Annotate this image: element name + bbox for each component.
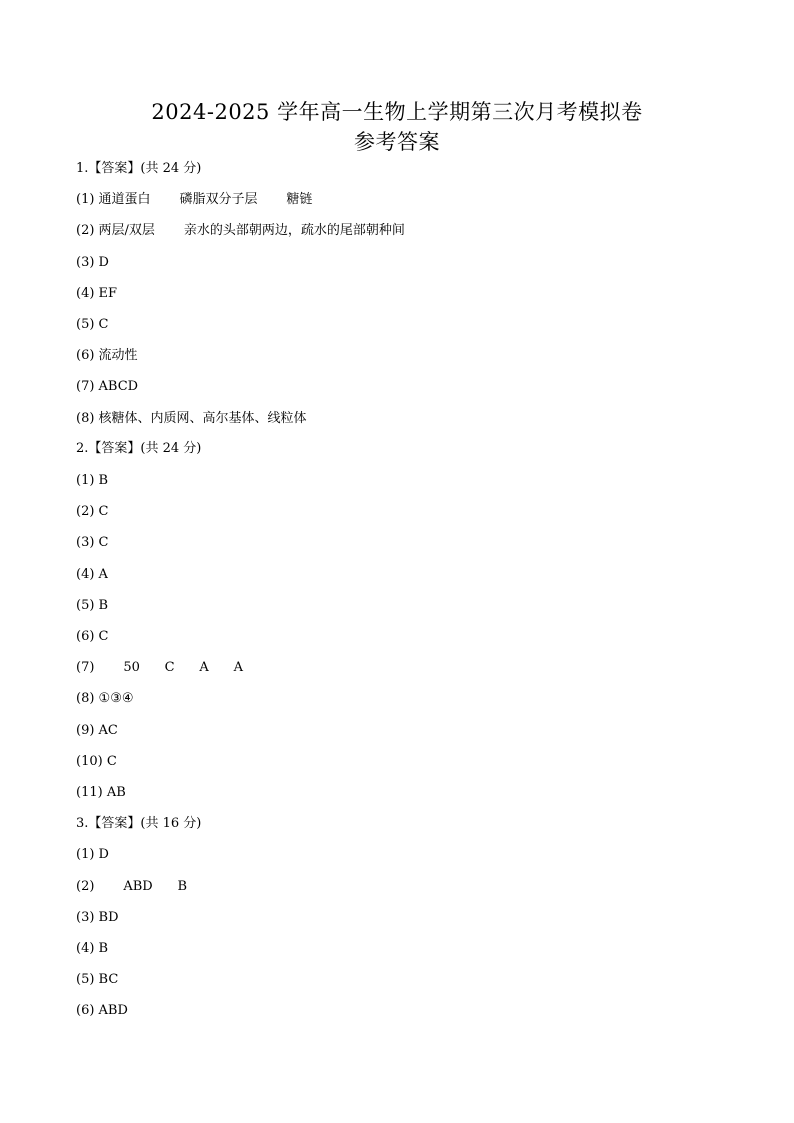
page-title: 2024-2025 学年高一生物上学期第三次月考模拟卷: [151, 100, 643, 124]
answer-line: (3) C: [76, 535, 109, 550]
answer-line: (2) ABD B: [76, 879, 188, 894]
answer-line: (7) 50 C A A: [76, 660, 243, 675]
answer-line: (6) 流动性: [76, 348, 138, 363]
answer-line: (1) B: [76, 473, 109, 488]
answer-line: (3) BD: [76, 910, 119, 925]
answer-line: (3) D: [76, 255, 109, 270]
answer-line: (1) 通道蛋白 磷脂双分子层 糖链: [76, 192, 313, 207]
answer-line: (9) AC: [76, 723, 118, 738]
page-subtitle: 参考答案: [354, 130, 440, 154]
answer-line: (8) ①③④: [76, 691, 134, 706]
answer-line: (1) D: [76, 847, 109, 862]
answer-line: (11) AB: [76, 785, 126, 800]
answer-line: (5) BC: [76, 972, 119, 987]
answer-line: (2) 两层/双层 亲水的头部朝两边，疏水的尾部朝种间: [76, 223, 405, 238]
answer-line: (2) C: [76, 504, 109, 519]
answer-line: (5) B: [76, 598, 109, 613]
answer-line: (6) C: [76, 629, 109, 644]
section-1-header: 1.【答案】(共 24 分): [76, 161, 202, 176]
answer-line: (4) EF: [76, 286, 118, 301]
section-2-header: 2.【答案】(共 24 分): [76, 441, 202, 456]
answer-line: (4) A: [76, 567, 108, 582]
answer-line: (7) ABCD: [76, 379, 139, 394]
answer-line: (10) C: [76, 754, 117, 769]
answer-line: (8) 核糖体、内质网、高尔基体、线粒体: [76, 411, 307, 426]
section-3-header: 3.【答案】(共 16 分): [76, 816, 202, 831]
answer-line: (5) C: [76, 317, 109, 332]
answer-line: (4) B: [76, 941, 109, 956]
answer-line: (6) ABD: [76, 1003, 128, 1018]
